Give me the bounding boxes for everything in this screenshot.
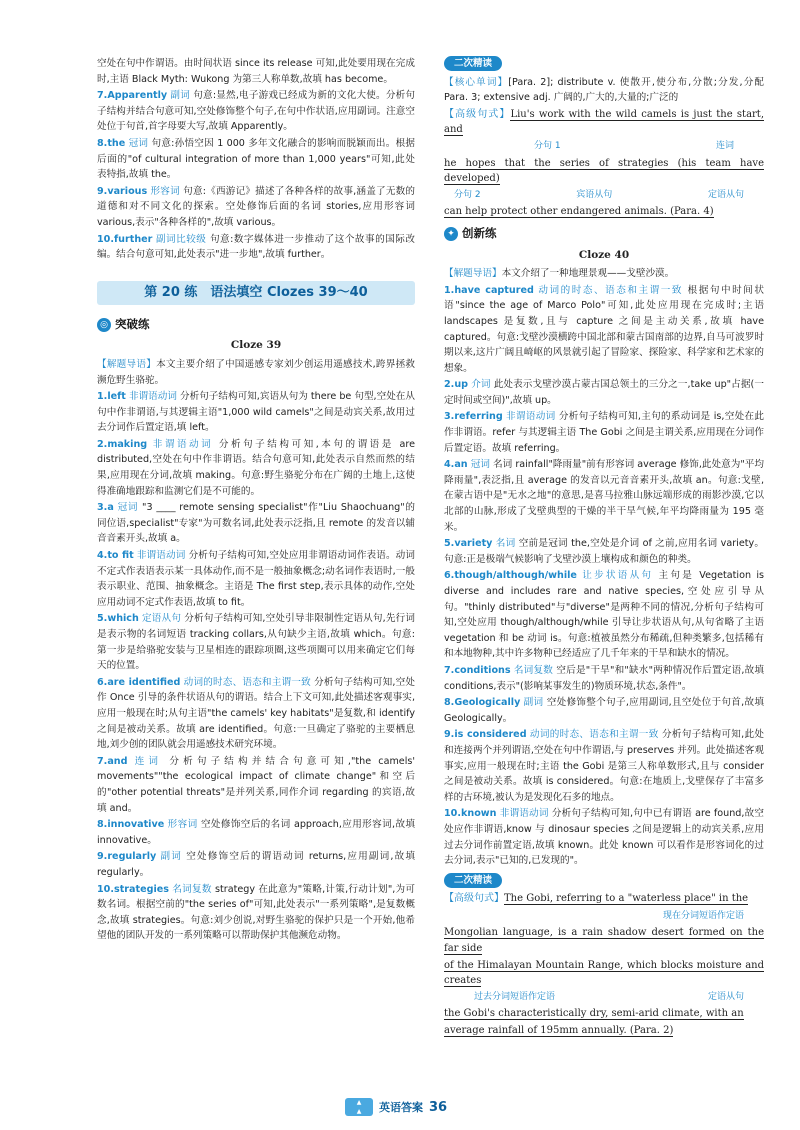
answer-tag: 动词的时态、语态和主谓一致 [529, 729, 659, 741]
answer-tag: 动词的时态、语态和主谓一致 [183, 676, 311, 688]
answer-text: strategy 在此意为"策略,计策,行动计划",为可数名词。根据空前的"the series of"可知,此处表示"一系列策略",是复数概念,故填 strategies。句意:刘少创说,对野生骆驼的保护只是一个开始,他希望他的团队开发的一系列策略可以帮助保护其他濒危动物。 [97, 883, 415, 942]
answer-tag: 非谓语动词 [136, 550, 186, 562]
answer-tag: 非谓语动词 [128, 391, 177, 403]
answer-item [444, 536, 764, 567]
annotation: 定语从句 [707, 991, 744, 1002]
answer-word: conditions [454, 664, 511, 676]
review-header-2 [444, 873, 764, 889]
answer-tag: 定语从句 [142, 613, 182, 625]
answer-text: 此处表示戈壁沙漠占蒙古国总领土的三分之一,take up"占据(一定时间或空间)",故填 up。 [444, 379, 764, 406]
answer-text: 空后是"干旱"和"缺水"两种情况作后置定语,故填 conditions,表示"(影响某事发生的)物质环境,状态,条件"。 [444, 664, 765, 692]
answer-tag: 冠词 [128, 137, 149, 149]
answer-tag: 形容词 [150, 185, 180, 197]
answer-word: which [107, 613, 139, 625]
sentence-text: he hopes that the series of strategies (his team have developed) [444, 157, 764, 185]
answer-text: 句意:孙悟空因 1 000 多年文化融合的影响而脱颖而出。根据后面的"of cultural integration of more than 1,000 years"可知,此处表特指,故填 the。 [97, 137, 416, 181]
core-words [444, 75, 774, 106]
answer-number: 2. [97, 438, 108, 450]
answer-tag: 副词 [170, 90, 190, 102]
answer-item [97, 611, 415, 673]
answer-tag: 副词 [523, 697, 544, 709]
sentence-text: the Gobi's characteristically dry, semi-arid climate, with an [444, 1008, 744, 1020]
answer-text: 句意:《西游记》描述了各种各样的故事,涵盖了无数的道德和对不同文化的探索。空处修饰后面的名词 stories,应用形容词 various,表示"各种各样的",故填 various。 [97, 185, 416, 228]
answer-text: 主句是 Vegetation is diverse and includes rare and native species,空处应引导从句。"thinly distributed"与"diverse"是两种不同的情况,分析句子结构可知,空处应用 though/although/while 引导让步状语从句,从句省略了主语 vegetation 和 be 动词 is。句意:植被虽然分布稀疏,但种类繁多,包括稀有和本地物种,其中许多物种已经适应了几千年来的干旱和缺水的情况。 [444, 570, 764, 660]
answer-text: 根据句中时间状语"since the age of Marco Polo"可知,此处应用现在完成时;主语 landscapes 是复数,且与 capture 之间是主动关系,故填 have captured。句意:戈壁沙漠横跨中国北部和蒙古国南部的边界,自马可波罗时期以来,这片广阔且崎岖的风景就引起了冒险家、探险家、科学家和艺术家的想象。 [444, 284, 765, 374]
section-header-innovation [444, 226, 764, 242]
answer-number: 3. [444, 411, 455, 423]
answer-number: 7. [97, 755, 108, 767]
review-header [444, 56, 764, 72]
answer-item [97, 389, 415, 436]
answer-item [97, 548, 415, 610]
answer-tag: 名词复数 [172, 883, 212, 895]
answer-item [444, 806, 764, 868]
answer-word: have captured [454, 284, 534, 296]
answer-item [97, 232, 415, 263]
sentence-text: of the Himalayan Mountain Range, which blocks moisture and creates [444, 959, 764, 987]
answer-tag: 冠词 [470, 459, 490, 471]
answer-tag: 副词 [160, 851, 183, 863]
answer-tag: 介词 [471, 379, 491, 391]
section-header-breakthrough [97, 317, 415, 333]
answer-word: variety [454, 538, 493, 550]
answer-number: 6. [97, 676, 108, 688]
answer-word: to fit [107, 550, 134, 562]
answer-number: 4. [97, 550, 108, 562]
section-title: 创新练 [462, 225, 497, 240]
core-words-tag: 【核心单词】 [444, 76, 509, 88]
answer-number: 10. [97, 883, 114, 895]
advanced-sentence-line [444, 925, 764, 956]
advanced-sentence-line [444, 1023, 764, 1039]
core-words-text: [Para. 2]; distribute v. 使散开,使分布,分散;分发,分配 Para. 3; extensive adj. 广阔的,广大的,大量的;广泛的 [444, 76, 774, 104]
sentence-tag: 【高级句式】 [444, 893, 504, 905]
answer-item [444, 409, 764, 456]
answer-item [444, 568, 764, 662]
answer-tag: 让步状语从句 [582, 570, 654, 582]
sentence-text: average rainfall of 195mm annually. (Para. 2) [444, 1025, 674, 1037]
sentence-text: can help protect other endangered animals. (Para. 4) [444, 206, 714, 218]
answer-text: 空前是冠词 the,空处是介词 of 之前,应用名词 variety。句意:正是极端气候影响了戈壁沙漠上壤构成和颜色的种类。 [444, 538, 765, 565]
answer-item [97, 849, 415, 880]
answer-number: 2. [444, 379, 455, 391]
answer-number: 6. [444, 570, 455, 582]
answer-tag: 非谓语动词 [499, 808, 549, 820]
answer-text: 分析句子结构可知,主句的系动词是 is,空处在此作非谓语。refer 与其逻辑主语 The Gobi 之间是主谓关系,应用现在分词作后置定语。故填 referring。 [444, 411, 764, 454]
review-label: 二次精读 [444, 56, 502, 71]
lesson-title: 第 20 练 语法填空 Clozes 39～40 [97, 281, 415, 305]
answer-number: 10. [444, 808, 461, 820]
answer-word: are identified [107, 676, 181, 688]
answer-number: 5. [444, 538, 455, 550]
answer-word: Geologically [454, 697, 521, 709]
guide-text: 本文介绍了一种地理景观——戈壁沙漠。 [501, 268, 675, 280]
lightbulb-icon: ✦ [444, 227, 458, 241]
answer-word: various [107, 185, 148, 197]
answer-word: and [107, 755, 128, 767]
answer-word: strategies [114, 883, 169, 895]
sentence-annotation-row [444, 139, 764, 155]
answer-text: 名词 rainfall"降雨量"前有形容词 average 修饰,此处意为"平均降雨量",表泛指,且 average 的发音以元音音素开头,故填 an。句意:戈壁,在蒙古语中是"无水之地"的意思,是喜马拉雅山脉远端形成的雨影沙漠,它以北部的山脉,形成了戈壁典型的干燥的半干旱气候,年平均降雨量为 195 毫米。 [444, 459, 765, 533]
guide-tag: 【解题导语】 [97, 358, 157, 370]
answer-item [97, 184, 415, 231]
answer-word: regularly [107, 851, 157, 863]
answer-item [97, 817, 415, 848]
answer-word: the [107, 137, 126, 149]
answer-number: 3. [97, 502, 108, 514]
answer-item [444, 695, 764, 726]
annotation: 分句 1 [534, 140, 561, 151]
answer-item [97, 136, 415, 183]
advanced-sentence-line [444, 958, 764, 989]
answer-number: 8. [444, 697, 455, 709]
target-icon: ◎ [97, 318, 111, 332]
answer-text: 分析句子结构可知,句中已有谓语 are found,故空处应作非谓语,know 与 dinosaur species 之间是逻辑上的动宾关系,应用过去分词作前置定语,故填 known。此处 known 可以看作是形容词化的过去分词,表示"已知的,已发现的"。 [444, 808, 764, 867]
answer-number: 10. [97, 233, 114, 245]
guide-paragraph [97, 357, 415, 388]
sentence-annotation-row [444, 908, 764, 925]
answer-number: 4. [444, 459, 455, 471]
answer-item [97, 88, 415, 135]
answer-text: 分析句子结构并结合句意可知,"the camels' movements""the ecological impact of climate change"和空后的"other potential threats"是并列关系,同作介词 regarding 的宾语,故填 and。 [97, 755, 415, 814]
answer-word: a [107, 502, 114, 514]
advanced-sentence-line [444, 204, 764, 220]
answer-word: further [114, 233, 153, 245]
sentence-annotation-row [444, 188, 764, 204]
page-footer [345, 1098, 447, 1116]
answer-item [444, 663, 764, 694]
answer-word: innovative [107, 819, 165, 831]
answer-number: 8. [97, 819, 108, 831]
publisher-logo-icon: ▲ ▲ [345, 1098, 373, 1116]
answer-list-top [97, 88, 415, 263]
answer-text: 分析句子结构可知,空处引导非限制性定语从句,先行词是表示物的名词短语 tracking collars,从句缺少主语,故填 which。句意:第一步是给骆驼安装与卫星相连的跟踪项圈,这些项圈可以用来确定它们每天的位置。 [97, 613, 415, 672]
answer-item [444, 457, 764, 535]
annotation: 现在分词短语作定语 [662, 910, 744, 921]
answer-tag: 非谓语动词 [152, 438, 214, 450]
advanced-sentence-line [444, 107, 764, 138]
answer-item [444, 283, 764, 377]
footer-label: 英语答案 [379, 1101, 423, 1114]
answer-item [97, 437, 415, 499]
answer-text: 空处修饰空后的名词 approach,应用形容词,故填 innovative。 [97, 819, 416, 846]
sentence-annotation-row [444, 990, 764, 1006]
sentence-text: Liu's work with the wild camels is just the start, and [444, 108, 765, 136]
answer-number: 1. [97, 391, 108, 403]
answer-tag: 动词的时态、语态和主谓一致 [538, 284, 684, 296]
answer-tag: 形容词 [167, 819, 198, 831]
answer-word: though/although/while [454, 570, 577, 582]
cloze-title: Cloze 39 [230, 339, 282, 352]
answer-item [444, 727, 764, 805]
answer-text: 空处修饰空后的谓语动词 returns,应用副词,故填 regularly。 [97, 851, 415, 878]
intro-paragraph: 空处在句中作谓语。由时间状语 since its release 可知,此处要用现在完成时,主语 Black Myth: Wukong 为第三人称单数,故填 has become。 [97, 58, 415, 85]
annotation: 宾语从句 [576, 189, 613, 200]
answer-word: known [461, 808, 497, 820]
answer-number: 5. [97, 613, 108, 625]
answer-number: 7. [97, 90, 108, 102]
annotation: 过去分词短语作定语 [474, 991, 556, 1002]
answer-tag: 非谓语动词 [506, 411, 556, 423]
answer-number: 8. [97, 137, 108, 149]
guide-tag: 【解题导语】 [444, 268, 502, 280]
answer-item [97, 675, 415, 753]
answer-text: 句意:显然,电子游戏已经成为新的文化大使。分析句子结构并结合句意可知,空处修饰整个句子,在句中作状语,应用副词。注意空处位于句首,首字母要大写,故填 Apparently。 [97, 90, 415, 133]
answer-word: an [454, 459, 468, 471]
answer-tag: 冠词 [117, 502, 139, 514]
answer-item [444, 377, 764, 408]
lesson-band [97, 277, 415, 311]
section-title: 突破练 [115, 316, 150, 331]
answer-number: 9. [444, 729, 455, 741]
answer-tag: 连词 [134, 755, 163, 767]
answer-tag: 副词比较级 [155, 233, 207, 245]
advanced-sentence-line [444, 156, 764, 187]
answer-number: 9. [97, 185, 108, 197]
review-label: 二次精读 [444, 873, 502, 888]
advanced-sentence-line [444, 891, 764, 907]
answer-word: left [107, 391, 126, 403]
answer-word: making [107, 438, 148, 450]
right-column [444, 56, 774, 1040]
left-column [97, 56, 415, 945]
answer-item [97, 754, 415, 816]
answer-number: 9. [97, 851, 108, 863]
answer-text: 分析句子结构可知,此处和连接两个并列谓语,空处在句中作谓语,与 preserves 并列。此处描述客观事实,应用一般现在时;主语 the Gobi 是第三人称单数形式,且与 consider 之间是被动关系。故填 is considered。句意:在地质上,戈壁保存了丰富多样的古环境,被认为是发现化石多的地点。 [444, 729, 764, 803]
page-number: 36 [429, 1099, 448, 1115]
sentence-text: Mongolian language, is a rain shadow desert formed on the far side [444, 927, 764, 955]
cloze40-answer-list [444, 283, 764, 869]
answer-text: 分析句子结构可知,空处作 Once 引导的条件状语从句的谓语。结合上下文可知,此处描述客观事实,应用一般现在时;从句主语"the camels' key habitats"是复数,和 identify 之间是被动关系。故填 are identified。句意:一旦确定了骆驼的主要栖息地,刘少创的团队就会用遥感技术研究环境。 [97, 676, 415, 751]
answer-number: 1. [444, 284, 455, 296]
annotation: 连词 [715, 140, 734, 151]
answer-word: is considered [454, 729, 527, 741]
annotation: 定语从句 [707, 189, 744, 200]
answer-text: 分析句子结构可知,宾语从句为 there be 句型,空处在从句中作非谓语,与其逻辑主语"1,000 wild camels"之间是动宾关系,故用过去分词作后置定语,填 left。 [97, 391, 416, 434]
answer-item [97, 882, 415, 944]
annotation: 分句 2 [454, 189, 481, 200]
answer-item [97, 500, 415, 547]
cloze-title: Cloze 40 [578, 248, 630, 261]
sentence-tag: 【高级句式】 [444, 108, 511, 120]
answer-text: 句意:数字媒体进一步推动了这个故事的国际改编。结合句意可知,此处表示"进一步地",故填 further。 [97, 233, 415, 261]
answer-text: "3 ____ remote sensing specialist"作"Liu Shaochuang"的同位语,specialist"专家"为可数名词,此处表示泛指,且 remote 的发音以辅音音素开头,故填 a。 [97, 502, 415, 545]
guide-paragraph [444, 266, 764, 282]
answer-word: referring [454, 411, 503, 423]
guide-text: 本文主要介绍了中国遥感专家刘少创运用遥感技术,跨界拯救濒危野生骆驼。 [97, 358, 415, 386]
answer-number: 7. [444, 664, 455, 676]
answer-tag: 名词复数 [513, 664, 554, 676]
answer-text: 空处修饰整个句子,应用副词,且空处位于句首,故填 Geologically。 [444, 697, 764, 724]
answer-text: 分析句子结构可知,空处应用非谓语动词作表语。动词不定式作表语表示某一具体动作,而不是一般抽象概念;动名词作表语时,一般表示职业、范围、抽象概念。主语是 The first step,表示具体的动作,空处应用动词不定式作表语,故填 to fit。 [97, 550, 415, 608]
cloze39-answer-list [97, 389, 415, 944]
answer-word: Apparently [107, 90, 168, 102]
answer-text: 分析句子结构可知,本句的谓语是 are distributed,空处在句中作非谓语。结合句意可知,此处表示自然而然的结果,应用现在分词,故填 making。句意:野生骆驼分布在广阔的土地上,这使得准确地跟踪和监测它们是不可能的。 [97, 438, 415, 497]
answer-word: up [454, 379, 469, 391]
advanced-sentence-line [444, 1006, 764, 1022]
answer-tag: 名词 [495, 538, 516, 550]
sentence-text: The Gobi, referring to a "waterless place" in the [504, 893, 749, 905]
